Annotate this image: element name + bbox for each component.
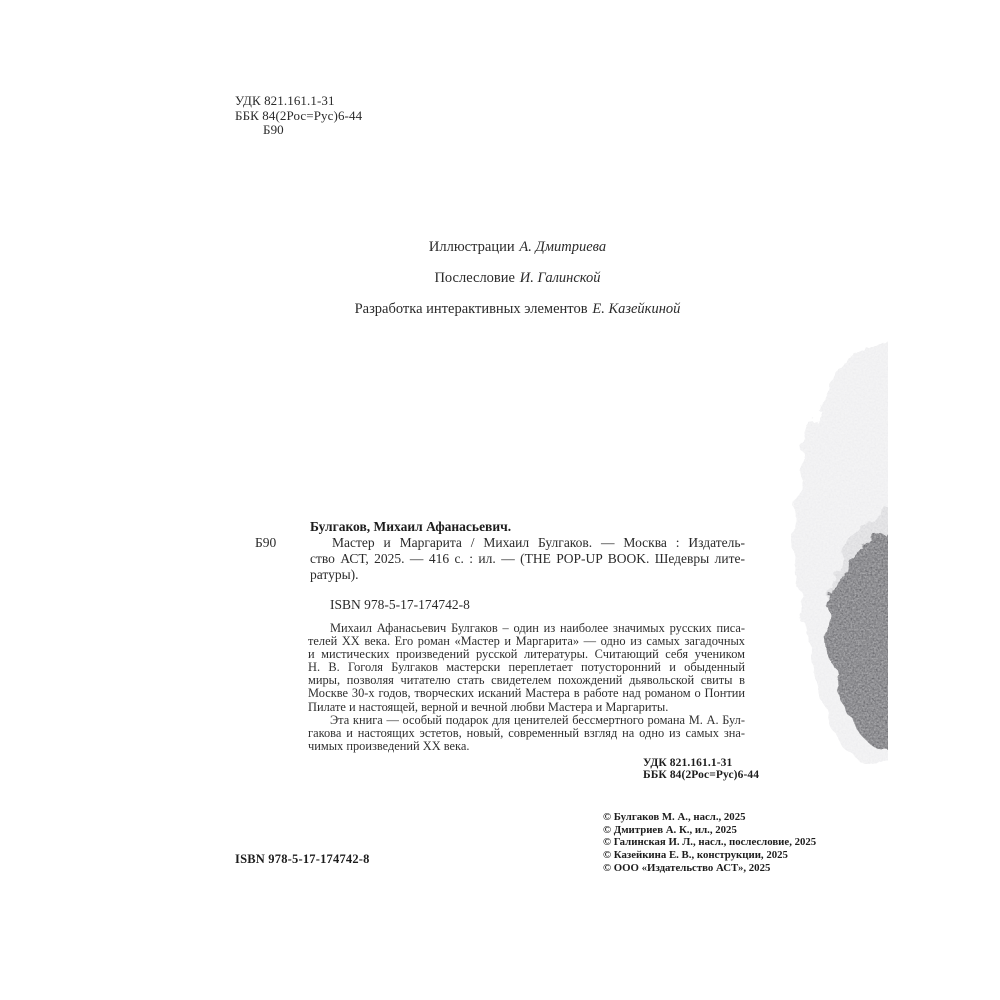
biblio-line: ратуры). [310,567,359,582]
isbn-bottom: ISBN 978-5-17-174742-8 [235,852,370,866]
copyright-line: © Галинская И. Л., насл., послесловие, 2025 [603,836,817,849]
annotation-block [308,622,745,753]
bbk-code: ББК 84(2Рос=Рус)6-44 [235,107,363,123]
bibliography-block [255,519,747,583]
biblio-line: Мастер и Маргарита / Михаил Булгаков. — Москва : Издатель- [332,535,745,550]
paper-grain-overlay [791,331,888,764]
annotation-line: Пилате и настоящей, верной и вечной любви Мастера и Маргариты. [308,699,669,714]
annotation-line: Москве 30-х годов, творческих исканий Мастера в работе над романом о Понтии [308,686,745,701]
biblio-line: ство АСТ, 2025. — 416 с. : ил. — (THE POP-UP BOOK. Шедевры лите- [310,551,745,566]
credit-line-afterword [290,271,745,285]
annotation-line: и мистических произведений русской литературы. Считающий себя учеником [308,647,745,662]
credit-role: Разработка интерактивных элементов [354,301,588,317]
annotation-line: Эта книга — особый подарок для ценителей бессмертного романа М. А. Бул- [330,712,745,727]
credit-name: И. Галинской [519,270,601,286]
udk-code-bottom: УДК 821.161.1-31 [643,757,733,769]
annotation-line: миры, позволяя читателю стать свидетелем похождений дьявольской свиты в [308,673,745,688]
copyright-block [603,811,816,875]
watercolor-artwork [791,331,888,764]
credit-name: А. Дмитриева [519,239,607,255]
author-sign-code: Б90 [263,122,284,137]
copyright-line: © ООО «Издательство АСТ», 2025 [603,861,771,874]
credit-role: Иллюстрации [428,239,515,255]
copyright-line: © Казейкина Е. В., конструкции, 2025 [603,849,788,862]
top-codes-block [235,94,362,138]
isbn-record-line: ISBN 978-5-17-174742-8 [330,597,470,612]
annotation-line: гакова и настоящих эстетов, новый, современный взгляд на одно из самых зна- [308,725,745,740]
credit-role: Послесловие [434,270,515,286]
credit-line-illustrations [290,240,745,254]
bottom-codes-block [643,757,759,782]
annotation-line: Н. В. Гоголя Булгаков мастерски переплетает потусторонний и обыденный [308,660,745,675]
author-header: Булгаков, Михаил Афанасьевич. [310,519,512,534]
copyright-line: © Дмитриев А. К., ил., 2025 [603,823,737,836]
annotation-line: чимых произведений XX века. [308,738,470,753]
udk-code: УДК 821.161.1-31 [235,93,335,108]
copyright-line: © Булгаков М. А., насл., 2025 [603,811,746,823]
credit-name: Е. Казейкиной [592,301,681,317]
bbk-code-bottom: ББК 84(2Рос=Рус)6-44 [643,769,760,782]
margin-code: Б90 [255,535,277,550]
annotation-line: телей XX века. Его роман «Мастер и Маргарита» — одно из самых загадочных [308,634,745,649]
credits-block [290,240,745,333]
credit-line-interactive-elements [290,302,745,316]
annotation-line: Михаил Афанасьевич Булгаков – один из наиболее значимых русских писа- [330,621,745,635]
